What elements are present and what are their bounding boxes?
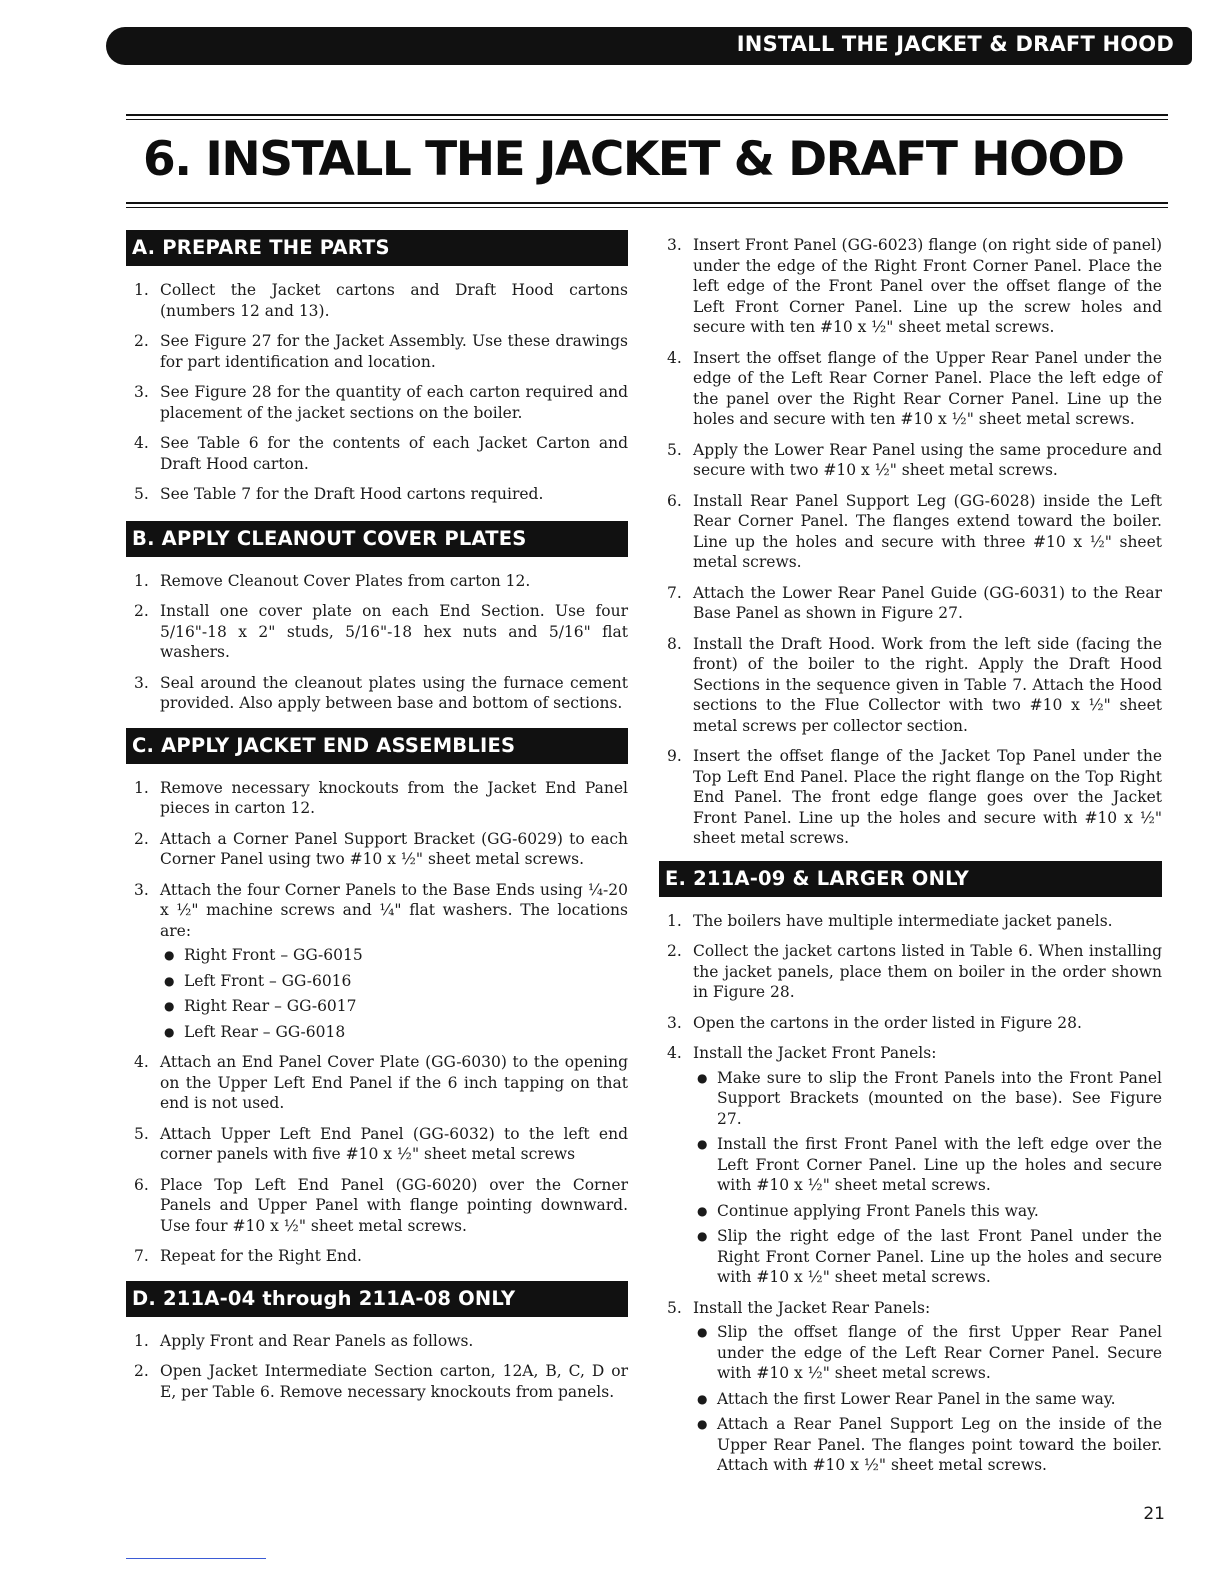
section-c-heading: C. APPLY JACKET END ASSEMBLIES <box>126 728 628 764</box>
list-item: 8. Install the Draft Hood. Work from the left side (facing the front) of the boiler to the right. Apply the Draft Hood Sections in the sequence given in Table 7. Attach the Hood sections to the Flue Collector with two #10 x ½" sheet metal screws per collector section. <box>667 634 1162 735</box>
list-item: ● Slip the right edge of the last Front Panel under the Right Front Corner Panel. Line up the holes and secure with #10 x ½" sheet metal screws. <box>693 1226 1162 1288</box>
list-item: 6. Install Rear Panel Support Leg (GG-6028) inside the Left Rear Corner Panel. The flanges extend toward the boiler. Line up the holes and secure with three #10 x ½" sheet metal screws. <box>667 491 1162 571</box>
list-item: 7. Attach the Lower Rear Panel Guide (GG-6031) to the Rear Base Panel as shown in Figure 27. <box>667 583 1162 622</box>
left-column <box>126 230 628 1412</box>
corner-panel-locations <box>160 945 628 1042</box>
list-item: 2. See Figure 27 for the Jacket Assembly. Use these drawings for part identification and location. <box>134 332 628 371</box>
list-item: ● Slip the offset flange of the first Upper Rear Panel under the edge of the Left Rear Corner Panel. Secure with #10 x ½" sheet metal screws. <box>693 1322 1162 1384</box>
list-item: 1. Apply Front and Rear Panels as follows. <box>134 1331 474 1350</box>
top-rule <box>126 114 1168 116</box>
banner-title: INSTALL THE JACKET & DRAFT HOOD <box>736 32 1174 56</box>
list-item: ● Continue applying Front Panels this way. <box>693 1201 1162 1222</box>
list-item: 5. Apply the Lower Rear Panel using the same procedure and secure with two #10 x ½" sheet metal screws. <box>667 440 1162 479</box>
list-item: 2. Attach a Corner Panel Support Bracket (GG-6029) to each Corner Panel using two #10 x ½" sheet metal screws. <box>134 829 628 868</box>
title-rule <box>126 202 1168 204</box>
list-item: 3. See Figure 28 for the quantity of each carton required and placement of the jacket sections on the boiler. <box>134 383 628 422</box>
rear-panel-bullets <box>693 1322 1162 1476</box>
section-b-steps <box>126 571 628 714</box>
list-item: 5. Install the Jacket Rear Panels: ● Slip the offset flange of the first Upper Rear Panel under the edge of the Left Rear Corner Panel. Secure with #10 x ½" sheet metal screws. ● Attach the first Lower Rear Panel in the same way. ● Attach a Rear Panel Support Leg on the inside of the Upper Rear Panel. The flanges point toward the boiler. Attach with #10 x ½" sheet metal screws. <box>659 1298 1162 1476</box>
footer-divider <box>126 1558 266 1559</box>
page-number: 21 <box>1143 1504 1165 1524</box>
top-rule-thin <box>126 119 1168 120</box>
list-item: ● Install the first Front Panel with the left edge over the Left Front Corner Panel. Line up the holes and secure with #10 x ½" sheet metal screws. <box>693 1134 1162 1196</box>
section-d-steps-right <box>659 235 1162 849</box>
list-item: ● Left Rear – GG-6018 <box>160 1022 628 1043</box>
list-item: 1. Remove necessary knockouts from the Jacket End Panel pieces in carton 12. <box>134 778 628 817</box>
list-item: 3. Open the cartons in the order listed in Figure 28. <box>667 1013 1082 1032</box>
section-e-steps <box>659 911 1162 1476</box>
front-panel-bullets <box>693 1068 1162 1288</box>
list-item: 4. Install the Jacket Front Panels: ● Make sure to slip the Front Panels into the Front Panel Support Brackets (mounted on the base). See Figure 27. ● Install the first Front Panel with the left edge over the Left Front Corner Panel. Line up the holes and secure with #10 x ½" sheet metal screws. ● Continue applying Front Panels this way. ● Slip the right edge of the last Front Panel under the Right Front Corner Panel. Line up the holes and secure with #10 x ½" sheet metal screws. <box>659 1043 1162 1288</box>
list-item: 2. Open Jacket Intermediate Section carton, 12A, B, C, D or E, per Table 6. Remove necessary knockouts from panels. <box>134 1362 628 1401</box>
list-item: ● Attach a Rear Panel Support Leg on the inside of the Upper Rear Panel. The flanges point toward the boiler. Attach with #10 x ½" sheet metal screws. <box>693 1414 1162 1476</box>
list-item: 1. Remove Cleanout Cover Plates from carton 12. <box>134 571 531 590</box>
list-item: 3. Attach the four Corner Panels to the Base Ends using ¼-20 x ½" machine screws and ¼" flat washers. The locations are: ● Right Front – GG-6015 ● Left Front – GG-6016 ● Right Rear – GG-6017 ● Left Rear – GG-6018 <box>126 880 628 1043</box>
list-item: ● Attach the first Lower Rear Panel in the same way. <box>693 1389 1162 1410</box>
section-b-heading: B. APPLY CLEANOUT COVER PLATES <box>126 521 628 557</box>
list-item: 4. See Table 6 for the contents of each Jacket Carton and Draft Hood carton. <box>134 434 628 473</box>
list-item: 1. The boilers have multiple intermediate jacket panels. <box>667 911 1113 930</box>
list-item: 4. Insert the offset flange of the Upper Rear Panel under the edge of the Left Rear Corner Panel. Place the left edge of the panel over the Right Rear Corner Panel. Line up the holes and secure with ten #10 x ½" sheet metal screws. <box>667 348 1162 428</box>
list-item: 1. Collect the Jacket cartons and Draft Hood cartons (numbers 12 and 13). <box>134 281 628 320</box>
page-title: 6. INSTALL THE JACKET & DRAFT HOOD <box>143 132 1124 187</box>
list-item: 6. Place Top Left End Panel (GG-6020) over the Corner Panels and Upper Panel with flange pointing downward. Use four #10 x ½" sheet metal screws. <box>134 1175 628 1235</box>
list-item: 3. Seal around the cleanout plates using the furnace cement provided. Also apply between base and bottom of sections. <box>134 673 628 712</box>
right-column <box>659 235 1162 1486</box>
section-e-heading: E. 211A-09 & LARGER ONLY <box>659 861 1162 897</box>
section-d-heading: D. 211A-04 through 211A-08 ONLY <box>126 1281 628 1317</box>
section-c-steps <box>126 778 628 1267</box>
header-banner <box>106 27 1192 65</box>
list-item: 9. Insert the offset flange of the Jacket Top Panel under the Top Left End Panel. Place the right flange on the Top Right End Panel. The front edge flange goes over the Jacket Front Panel. Line up the holes and secure with #10 x ½" sheet metal screws. <box>667 747 1162 847</box>
list-item: 5. See Table 7 for the Draft Hood cartons required. <box>134 485 544 503</box>
list-item: ● Right Rear – GG-6017 <box>160 996 628 1017</box>
list-item: 5. Attach Upper Left End Panel (GG-6032) to the left end corner panels with five #10 x ½" sheet metal screws <box>134 1124 628 1163</box>
list-item: 2. Collect the jacket cartons listed in Table 6. When installing the jacket panels, place them on boiler in the order shown in Figure 28. <box>667 942 1162 1001</box>
list-item: 7. Repeat for the Right End. <box>134 1247 362 1265</box>
list-item: ● Right Front – GG-6015 <box>160 945 628 966</box>
list-item: 3. Insert Front Panel (GG-6023) flange (on right side of panel) under the edge of the Right Front Corner Panel. Place the left edge of the Front Panel over the offset flange of the Left Front Corner Panel. Line up the screw holes and secure with ten #10 x ½" sheet metal screws. <box>667 236 1162 336</box>
title-rule-thin <box>126 207 1168 208</box>
list-item: 2. Install one cover plate on each End Section. Use four 5/16"-18 x 2" studs, 5/16"-18 hex nuts and 5/16" flat washers. <box>134 602 628 661</box>
list-item: ● Left Front – GG-6016 <box>160 971 628 992</box>
section-a-heading: A. PREPARE THE PARTS <box>126 230 628 266</box>
section-a-steps <box>126 280 628 505</box>
list-item: 4. Attach an End Panel Cover Plate (GG-6030) to the opening on the Upper Left End Panel if the 6 inch tapping on that end is not used. <box>134 1053 628 1112</box>
list-item: ● Make sure to slip the Front Panels into the Front Panel Support Brackets (mounted on the base). See Figure 27. <box>693 1068 1162 1130</box>
section-d-steps-left <box>126 1331 628 1403</box>
